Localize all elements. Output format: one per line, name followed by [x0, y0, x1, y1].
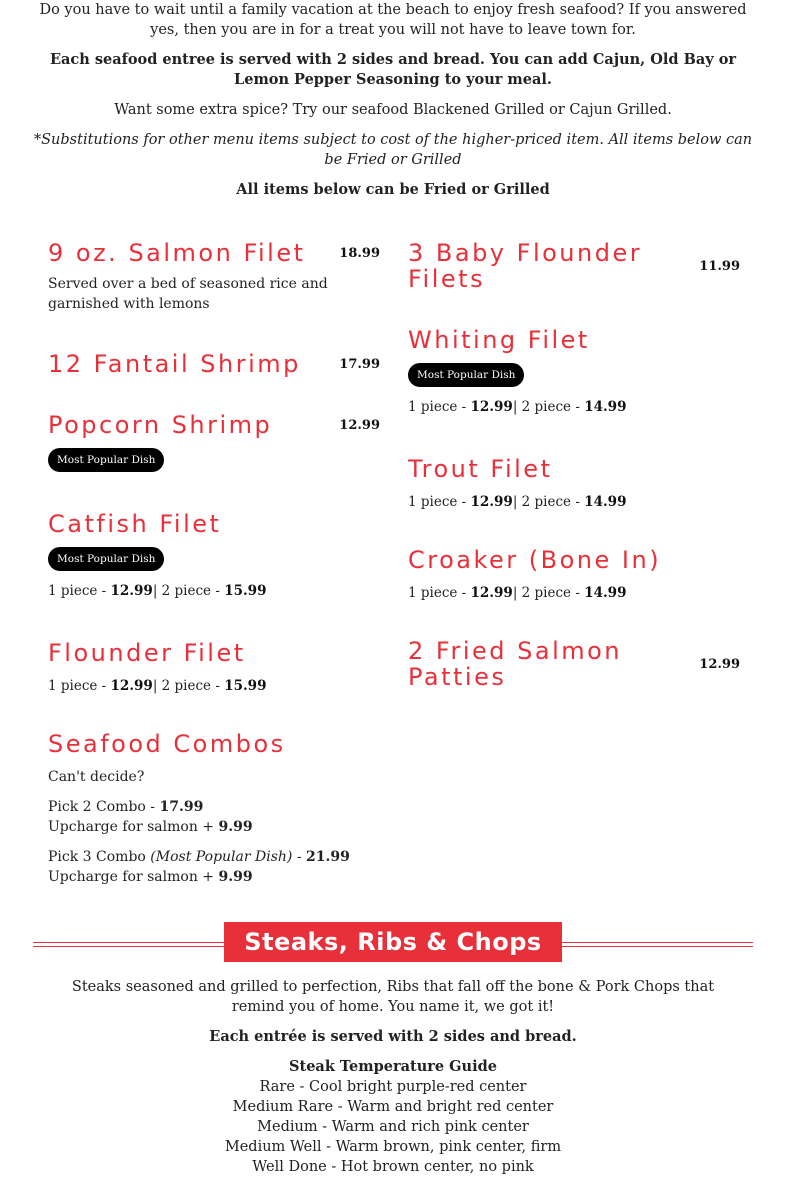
steak-temp-rare: Rare - Cool bright purple-red center — [259, 1079, 527, 1095]
item-name: Flounder Filet — [48, 639, 246, 667]
substitution-note: *Substitutions for other menu items subject to cost of the higher-priced item. All items below can be Fried or Grilled — [33, 132, 753, 168]
steak-temp-medium-well: Medium Well - Warm brown, pink center, firm — [224, 1139, 562, 1155]
piece-label: 1 piece - — [48, 678, 111, 694]
piece-label: | 2 piece - — [512, 585, 585, 601]
combo-price: 21.99 — [306, 849, 350, 865]
piece-price: 12.99 — [110, 583, 153, 599]
item-description: Served over a bed of seasoned rice and garnished with lemons — [48, 276, 328, 312]
item-price: 11.99 — [699, 258, 740, 274]
item-name: Popcorn Shrimp — [48, 411, 273, 439]
piece-label: | 2 piece - — [152, 583, 225, 599]
combo-upcharge — [48, 817, 380, 837]
item-piece-prices — [48, 676, 380, 696]
steaks-served-note: Each entrée is served with 2 sides and bread. — [209, 1028, 577, 1045]
steaks-section-header — [33, 922, 753, 962]
item-name: 2 Fried Salmon Patties — [408, 637, 623, 691]
steaks-intro: Steaks seasoned and grilled to perfection, Ribs that fall off the bone & Pork Chops that remind you of home. You name it, we got it! — [71, 979, 715, 1015]
menu-item-whiting-filet — [408, 327, 740, 417]
steak-temp-medium-rare: Medium Rare - Warm and bright red center — [232, 1099, 554, 1115]
item-price: 12.99 — [339, 417, 380, 433]
intro-text: Do you have to wait until a family vacation at the beach to enjoy fresh seafood? If you answered yes, then you are in for a treat you will not have to leave town for. — [39, 2, 747, 38]
item-piece-prices — [48, 581, 380, 601]
item-name: Seafood Combos — [48, 730, 286, 758]
piece-label: | 2 piece - — [152, 678, 225, 694]
combo-pick-3 — [48, 847, 380, 867]
menu-item-fantail-shrimp — [48, 351, 380, 377]
piece-price: 12.99 — [110, 678, 153, 694]
steak-guide-title: Steak Temperature Guide — [289, 1058, 497, 1075]
menu-item-catfish-filet — [48, 511, 380, 601]
item-name: 3 Baby Flounder Filets — [408, 239, 643, 293]
combo-label: Pick 3 Combo — [48, 849, 151, 865]
item-piece-prices — [408, 492, 740, 512]
item-name: Whiting Filet — [408, 326, 590, 354]
piece-price: 14.99 — [584, 399, 627, 415]
menu-item-salmon-filet — [48, 240, 380, 314]
piece-price: 12.99 — [470, 399, 513, 415]
most-popular-badge: Most Popular Dish — [48, 448, 164, 472]
item-name: Trout Filet — [408, 455, 553, 483]
item-name: Catfish Filet — [48, 510, 222, 538]
item-price: 17.99 — [339, 356, 380, 372]
menu-item-croaker — [408, 547, 740, 603]
piece-price: 14.99 — [584, 494, 627, 510]
piece-label: | 2 piece - — [512, 494, 585, 510]
item-name: 9 oz. Salmon Filet — [48, 239, 306, 267]
upcharge-price: 9.99 — [218, 869, 253, 885]
piece-label: 1 piece - — [48, 583, 111, 599]
steak-temp-well-done: Well Done - Hot brown center, no pink — [252, 1159, 534, 1175]
item-price: 18.99 — [339, 245, 380, 261]
menu-item-salmon-patties — [408, 638, 740, 690]
menu-item-baby-flounder — [408, 240, 740, 292]
piece-price: 12.99 — [470, 585, 513, 601]
item-price: 12.99 — [699, 656, 740, 672]
menu-item-popcorn-shrimp — [48, 412, 380, 472]
fried-grilled-note: All items below can be Fried or Grilled — [236, 181, 550, 198]
combo-pick-2 — [48, 797, 380, 817]
piece-label: | 2 piece - — [512, 399, 585, 415]
item-name: Croaker (Bone In) — [408, 546, 662, 574]
piece-price: 15.99 — [224, 678, 267, 694]
menu-item-seafood-combos — [48, 731, 380, 887]
piece-price: 12.99 — [470, 494, 513, 510]
combo-label: Pick 2 Combo - — [48, 799, 160, 815]
combo-price: 17.99 — [159, 799, 204, 815]
menu-item-trout-filet — [408, 456, 740, 512]
item-name: 12 Fantail Shrimp — [48, 350, 301, 378]
most-popular-badge: Most Popular Dish — [48, 547, 164, 571]
intro-spice-note: Want some extra spice? Try our seafood Blackened Grilled or Cajun Grilled. — [114, 102, 672, 118]
upcharge-label: Upcharge for salmon + — [48, 819, 219, 835]
piece-label: 1 piece - — [408, 494, 471, 510]
upcharge-label: Upcharge for salmon + — [48, 869, 219, 885]
menu-item-flounder-filet — [48, 640, 380, 696]
steak-temp-medium: Medium - Warm and rich pink center — [257, 1119, 529, 1135]
piece-label: 1 piece - — [408, 399, 471, 415]
most-popular-badge: Most Popular Dish — [408, 363, 524, 387]
combo-upcharge — [48, 867, 380, 887]
piece-label: 1 piece - — [408, 585, 471, 601]
section-title: Steaks, Ribs & Chops — [224, 922, 562, 962]
item-piece-prices — [408, 583, 740, 603]
combo-note: (Most Popular Dish) — [150, 849, 293, 865]
combo-intro: Can't decide? — [48, 769, 145, 785]
piece-price: 15.99 — [224, 583, 267, 599]
piece-price: 14.99 — [584, 585, 627, 601]
combo-separator: - — [292, 849, 307, 865]
intro-sides-note: Each seafood entree is served with 2 sides and bread. You can add Cajun, Old Bay or Lemon Pepper Seasoning to your meal. — [49, 51, 737, 88]
item-piece-prices — [408, 397, 740, 417]
upcharge-price: 9.99 — [218, 819, 253, 835]
